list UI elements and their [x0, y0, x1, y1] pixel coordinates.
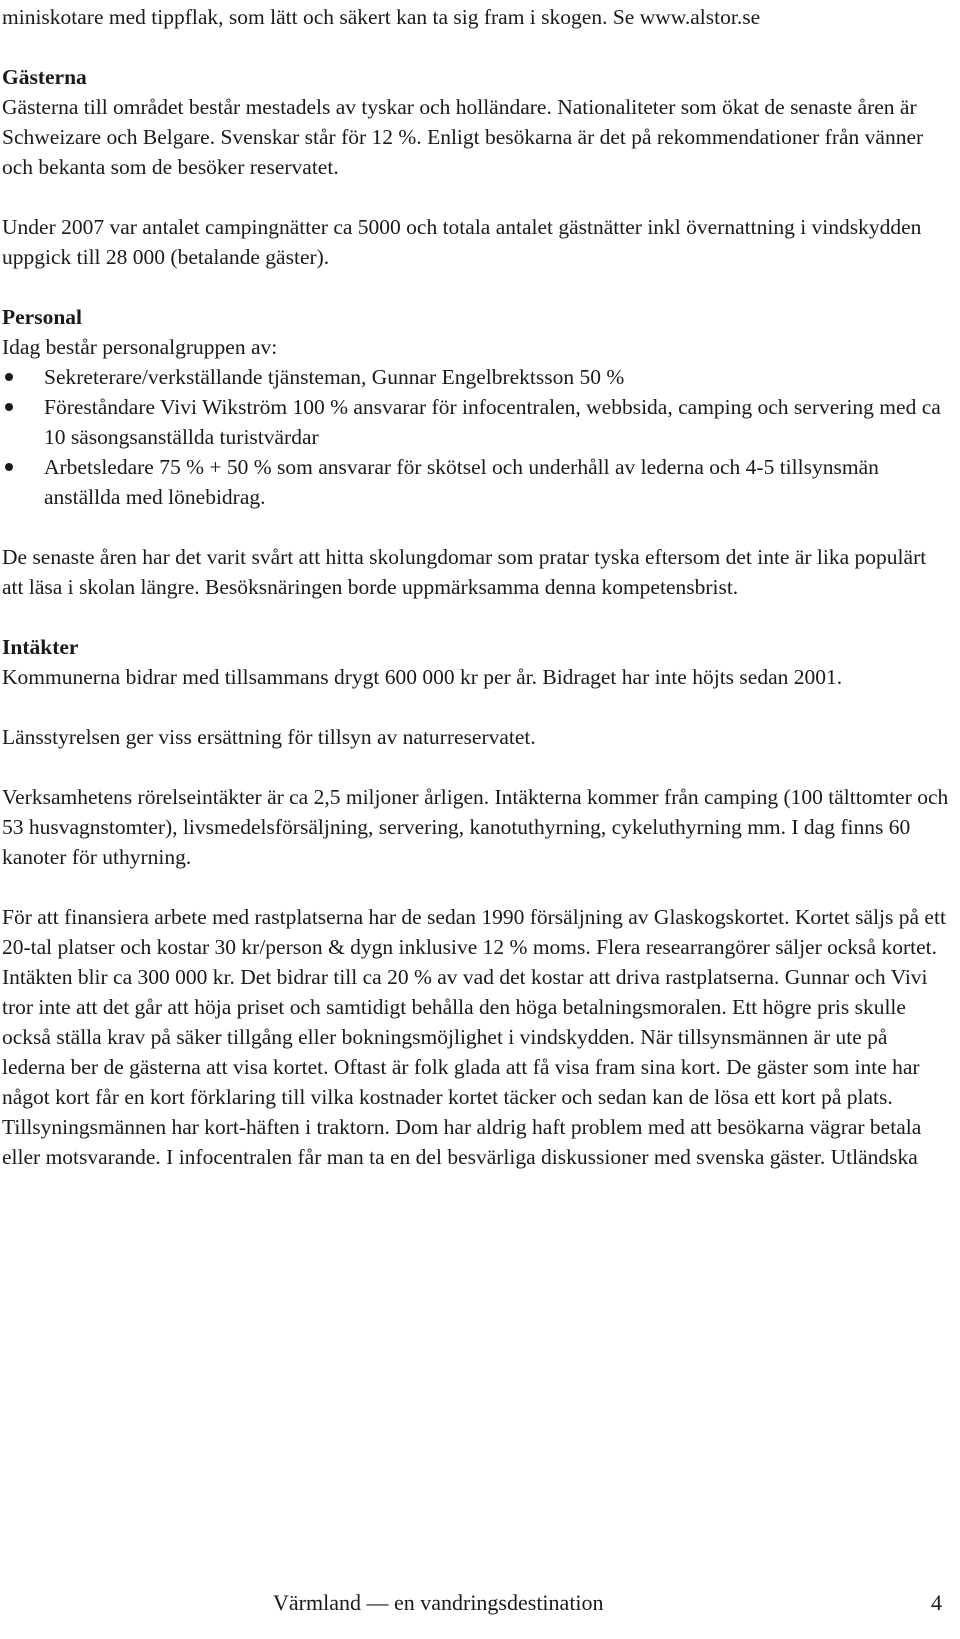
personal-list: [2, 362, 952, 512]
list-item-text: Arbetsledare 75 % + 50 % som ansvarar för skötsel och underhåll av lederna och 4-5 tillsynsmän anställda med lönebidrag.: [44, 455, 879, 509]
list-item: [2, 452, 952, 512]
section-heading-gasterna: Gästerna: [2, 65, 87, 89]
list-item: [2, 362, 952, 392]
list-item-text: Sekreterare/verkställande tjänsteman, Gunnar Engelbrektsson 50 %: [44, 365, 625, 389]
bullet-icon: [5, 373, 13, 381]
list-item: [2, 392, 952, 452]
page-body: [2, 2, 952, 1172]
intakter-paragraph-3: Verksamhetens rörelseintäkter är ca 2,5 miljoner årligen. Intäkterna kommer från camping (100 tälttomter och 53 husvagnstomter), livsmedelsförsäljning, servering, kanotuthyrning, cykeluthyrning mm. I dag finns 60 kanoter för uthyrning.: [2, 785, 949, 869]
bullet-icon: [5, 403, 13, 411]
page-number: 4: [931, 1590, 942, 1615]
intro-paragraph: miniskotare med tippflak, som lätt och säkert kan ta sig fram i skogen. Se www.alstor.se: [2, 5, 761, 29]
gasterna-paragraph-2: Under 2007 var antalet campingnätter ca 5000 och totala antalet gästnätter inkl övernattning i vindskydden uppgick till 28 000 (betalande gäster).: [2, 215, 922, 269]
list-item-text: Föreståndare Vivi Wikström 100 % ansvarar för infocentralen, webbsida, camping och servering med ca 10 säsongsanställda turistvärdar: [44, 395, 941, 449]
section-heading-personal: Personal: [2, 305, 83, 329]
intakter-paragraph-1: Kommunerna bidrar med tillsammans drygt 600 000 kr per år. Bidraget har inte höjts sedan 2001.: [2, 665, 843, 689]
footer-title: Värmland — en vandringsdestination: [273, 1590, 604, 1615]
gasterna-paragraph-1: Gästerna till området består mestadels av tyskar och holländare. Nationaliteter som ökat de senaste åren är Schweizare och Belgare. Svenskar står för 12 %. Enligt besökarna är det på rekommendationer från vänner och bekanta som de besöker reservatet.: [2, 95, 924, 179]
intakter-paragraph-4: För att finansiera arbete med rastplatserna har de sedan 1990 försäljning av Glaskogskortet. Kortet säljs på ett 20-tal platser och kostar 30 kr/person & dygn inklusive 12 % moms. Flera researrangörer säljer också kortet. Intäkten blir ca 300 000 kr. Det bidrar till ca 20 % av vad det kostar att driva rastplatserna. Gunnar och Vivi tror inte att det går att höja priset och samtidigt behålla den höga betalningsmoralen. Ett högre pris skulle också ställa krav på säker tillgång eller bokningsmöjlighet i vindskydden. När tillsynsmännen är ute på lederna ber de gästerna att visa kortet. Oftast är folk glada att få visa fram sina kort. De gäster som inte har något kort får en kort förklaring till vilka kostnader kortet täcker och sedan kan de lösa ett kort på plats. Tillsyningsmännen har kort-häften i traktorn. Dom har aldrig haft problem med att besökarna vägrar betala eller motsvarande. I infocentralen får man ta en del besvärliga diskussioner med svenska gäster. Utländska: [2, 905, 946, 1169]
personal-intro: Idag består personalgruppen av:: [2, 335, 278, 359]
personal-paragraph: De senaste åren har det varit svårt att hitta skolungdomar som pratar tyska eftersom det inte är lika populärt att läsa i skolan längre. Besöksnäringen borde uppmärksamma denna kompetensbrist.: [2, 545, 927, 599]
intakter-paragraph-2: Länsstyrelsen ger viss ersättning för tillsyn av naturreservatet.: [2, 725, 536, 749]
bullet-icon: [5, 463, 13, 471]
section-heading-intakter: Intäkter: [2, 635, 79, 659]
